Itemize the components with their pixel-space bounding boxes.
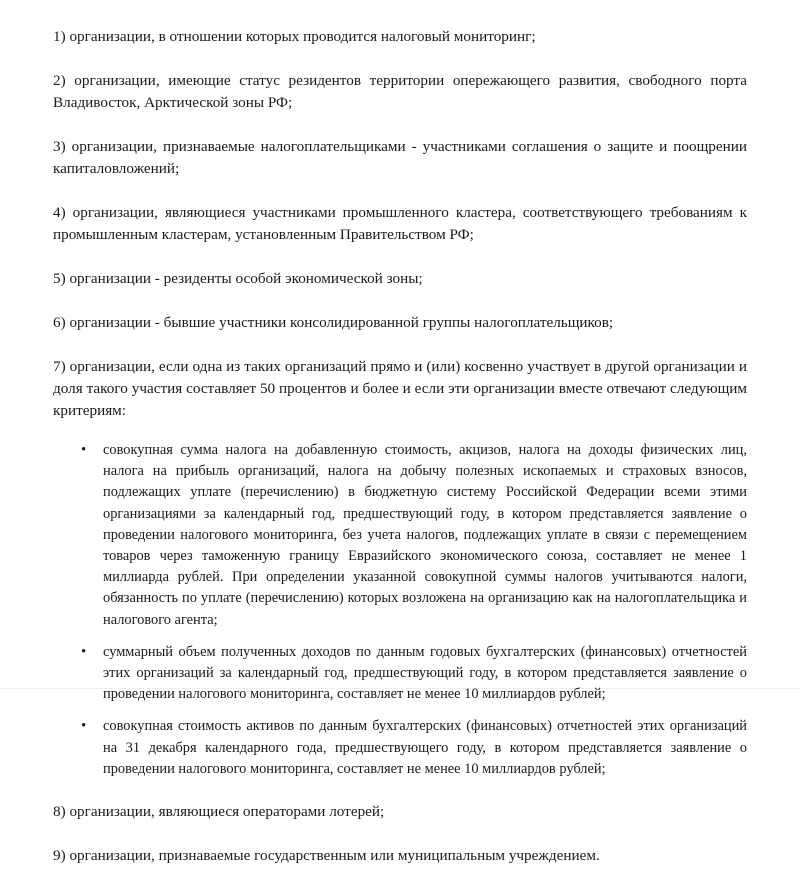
list-item-3: 3) организации, признаваемые налогоплательщиками - участниками соглашения о защите и поощрении капиталовложений; [53,138,747,177]
criteria-list-item-text: суммарный объем полученных доходов по данным годовых бухгалтерских (финансовых) отчетностей этих организаций за календарный год, предшествующий году, в котором представляется заявление о проведении налогового мониторинга, составляет не менее 10 миллиардов рублей; [103,643,747,703]
list-item-5: 5) организации - резиденты особой экономической зоны; [53,270,423,287]
list-item-2: 2) организации, имеющие статус резидентов территории опережающего развития, свободного порта Владивосток, Арктической зоны РФ; [53,72,747,111]
criteria-list-item-text: совокупная стоимость активов по данным бухгалтерских (финансовых) отчетностей этих организаций на 31 декабря календарного года, предшествующего году, в котором представляется заявление о проведении налогового мониторинга, составляет не менее 10 миллиардов рублей; [103,718,747,777]
bullet-icon: • [81,718,87,735]
list-item-1: 1) организации, в отношении которых проводится налоговый мониторинг; [53,28,536,45]
list-item-8: 8) организации, являющиеся операторами лотерей; [53,803,385,821]
list-item-4: 4) организации, являющиеся участниками промышленного кластера, соответствующего требованиям к промышленным кластерам, установленным Правительством РФ; [53,204,747,243]
list-item-7: 7) организации, если одна из таких организаций прямо и (или) косвенно участвует в другой организации и доля такого участия составляет 50 процентов и более и если эти организации вместе отвечают следующим критериям: [53,358,747,419]
document-body [53,22,747,878]
criteria-list-container [53,433,747,790]
criteria-list-item [53,637,747,712]
list-item-9: 9) организации, признаваемые государственным или муниципальным учреждением. [53,847,600,865]
criteria-list-item-text: совокупная сумма налога на добавленную стоимость, акцизов, налога на доходы физических лиц, налога на прибыль организаций, налога на добычу полезных ископаемых и страховых взносов, подлежащих уплате (перечислению) в бюджетную систему Российской Федерации всеми этими организациями за календарный год, предшествующий году, в котором представляется заявление о проведении налогового мониторинга, без учета налогов, подлежащих уплате в связи с перемещением товаров через таможенную границу Евразийского экономического союза, составляет не менее 1 миллиарда рублей. При определении указанной совокупной суммы налогов учитываются налоги, обязанность по уплате (перечислению) которых возложена на организацию как на налогоплательщика и налогового агента; [103,442,747,628]
criteria-list [53,435,747,786]
bullet-icon: • [81,643,87,660]
list-item-6: 6) организации - бывшие участники консолидированной группы налогоплательщиков; [53,314,614,331]
criteria-list-item [53,711,747,786]
criteria-list-item [53,435,747,637]
bullet-icon: • [81,442,87,458]
